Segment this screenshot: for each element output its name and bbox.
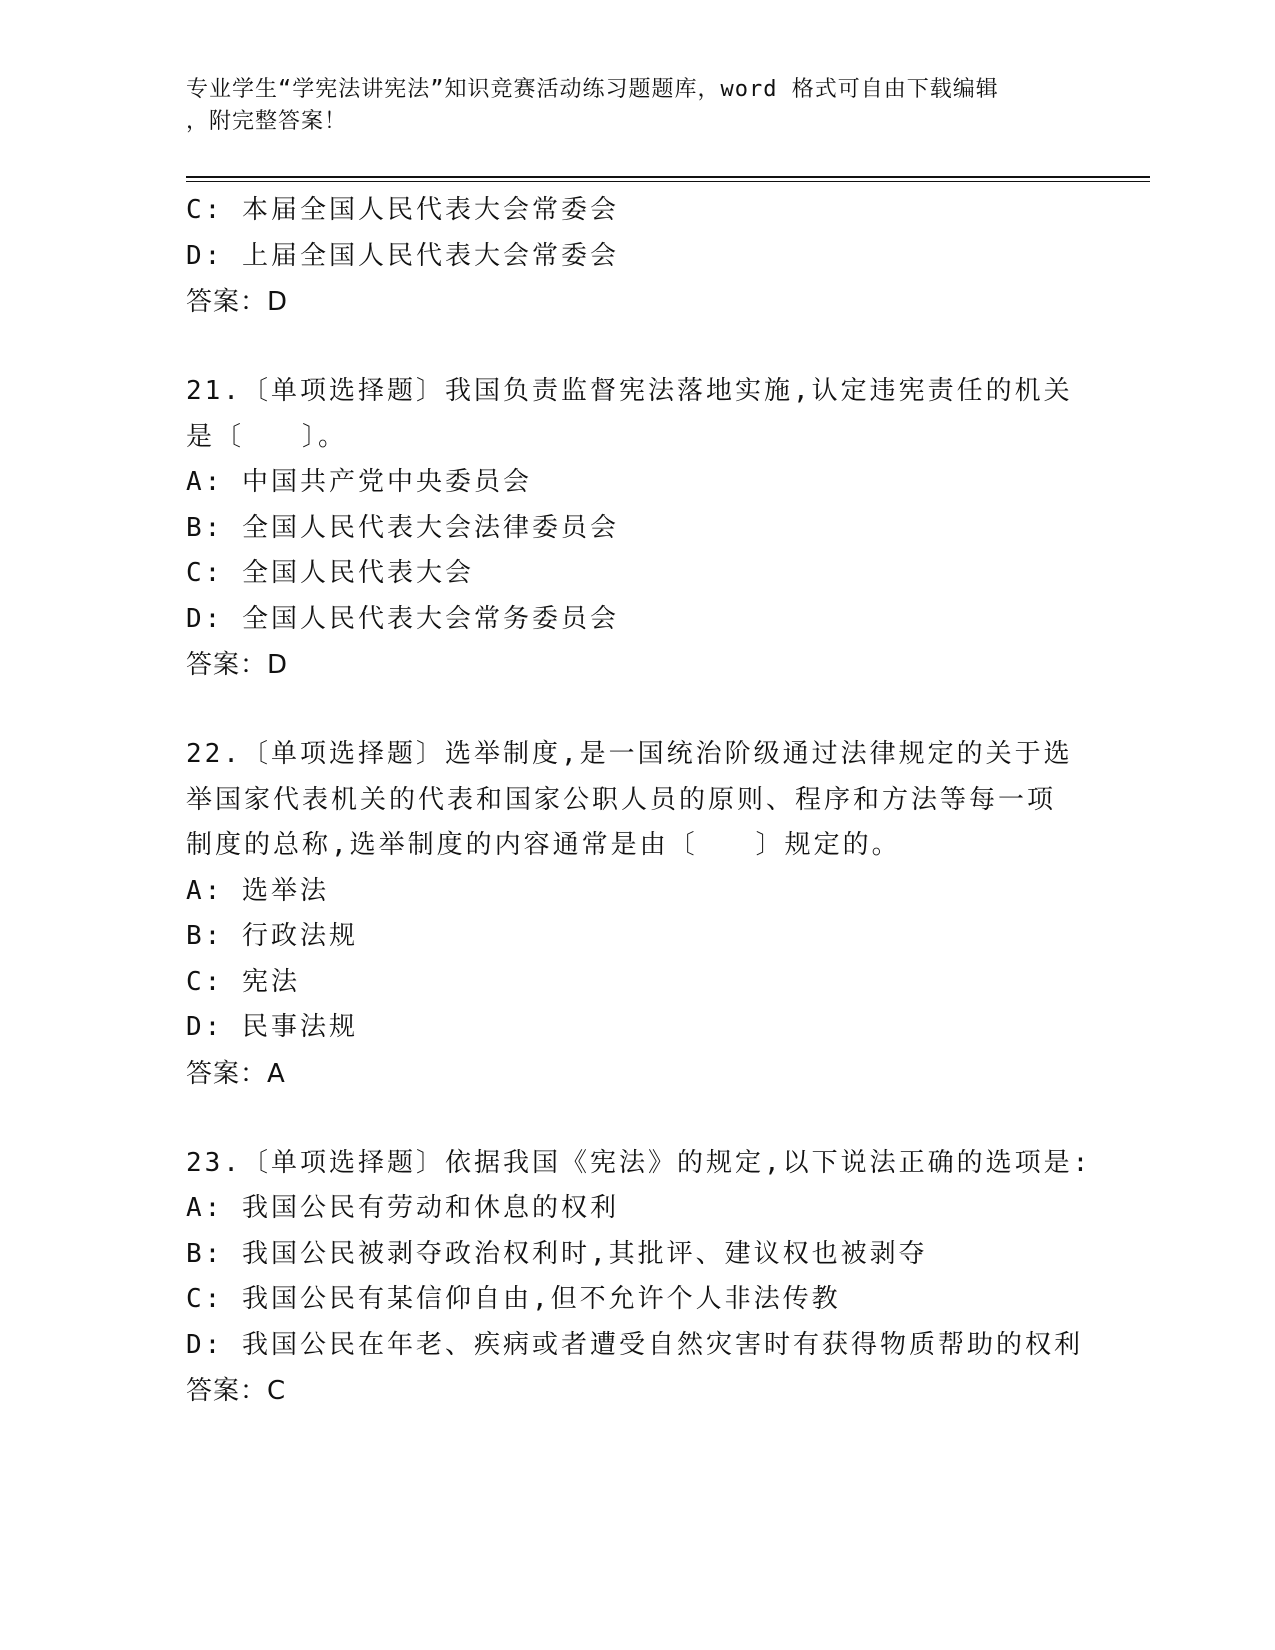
option-a: A: 选举法 bbox=[186, 875, 329, 906]
question-stem-line: 23.〔单项选择题〕依据我国《宪法》的规定,以下说法正确的选项是: bbox=[186, 1147, 1092, 1178]
option-d: D: 全国人民代表大会常务委员会 bbox=[186, 603, 619, 634]
option-a: A: 中国共产党中央委员会 bbox=[186, 467, 532, 497]
header-line-2: ，附完整答案！ bbox=[186, 109, 348, 134]
answer-line: 答案：D bbox=[186, 287, 289, 317]
option-d: D: 民事法规 bbox=[186, 1012, 358, 1042]
question-21 bbox=[186, 369, 1086, 688]
option-c: C: 全国人民代表大会 bbox=[186, 558, 474, 588]
header-line-1: 专业学生“学宪法讲宪法”知识竞赛活动练习题题库，word 格式可自由下载编辑 bbox=[186, 77, 999, 102]
question-stem-line: 制度的总称,选举制度的内容通常是由〔 〕规定的。 bbox=[186, 830, 901, 860]
question-spacer bbox=[186, 325, 1086, 369]
question-20-continued bbox=[186, 188, 1086, 325]
question-stem-line: 22.〔单项选择题〕选举制度,是一国统治阶级通过法律规定的关于选 bbox=[186, 739, 1073, 769]
question-stem-line: 举国家代表机关的代表和国家公职人员的原则、程序和方法等每一项 bbox=[186, 784, 1057, 815]
question-spacer bbox=[186, 688, 1086, 732]
question-list bbox=[186, 188, 1092, 1414]
answer-line: 答案：C bbox=[186, 1376, 287, 1406]
option-d: D: 我国公民在年老、疾病或者遭受自然灾害时有获得物质帮助的权利 bbox=[186, 1329, 1083, 1360]
question-stem-line: 是〔 〕。 bbox=[186, 421, 348, 452]
answer-line: 答案：A bbox=[186, 1058, 286, 1089]
document-header bbox=[186, 74, 1066, 138]
answer-line: 答案：D bbox=[186, 650, 289, 680]
option-c: C: 宪法 bbox=[186, 966, 300, 997]
option-b: B: 行政法规 bbox=[186, 921, 358, 951]
header-divider bbox=[186, 176, 1150, 182]
question-23 bbox=[186, 1141, 1092, 1415]
question-spacer bbox=[186, 1097, 1086, 1141]
question-stem-line: 21.〔单项选择题〕我国负责监督宪法落地实施,认定违宪责任的机关 bbox=[186, 376, 1073, 406]
option-c: C: 本届全国人民代表大会常委会 bbox=[186, 195, 619, 225]
option-b: B: 全国人民代表大会法律委员会 bbox=[186, 512, 619, 543]
option-d: D: 上届全国人民代表大会常委会 bbox=[186, 240, 619, 271]
option-a: A: 我国公民有劳动和休息的权利 bbox=[186, 1193, 619, 1223]
question-22 bbox=[186, 732, 1086, 1097]
option-b: B: 我国公民被剥夺政治权利时,其批评、建议权也被剥夺 bbox=[186, 1238, 928, 1269]
option-c: C: 我国公民有某信仰自由,但不允许个人非法传教 bbox=[186, 1284, 841, 1314]
